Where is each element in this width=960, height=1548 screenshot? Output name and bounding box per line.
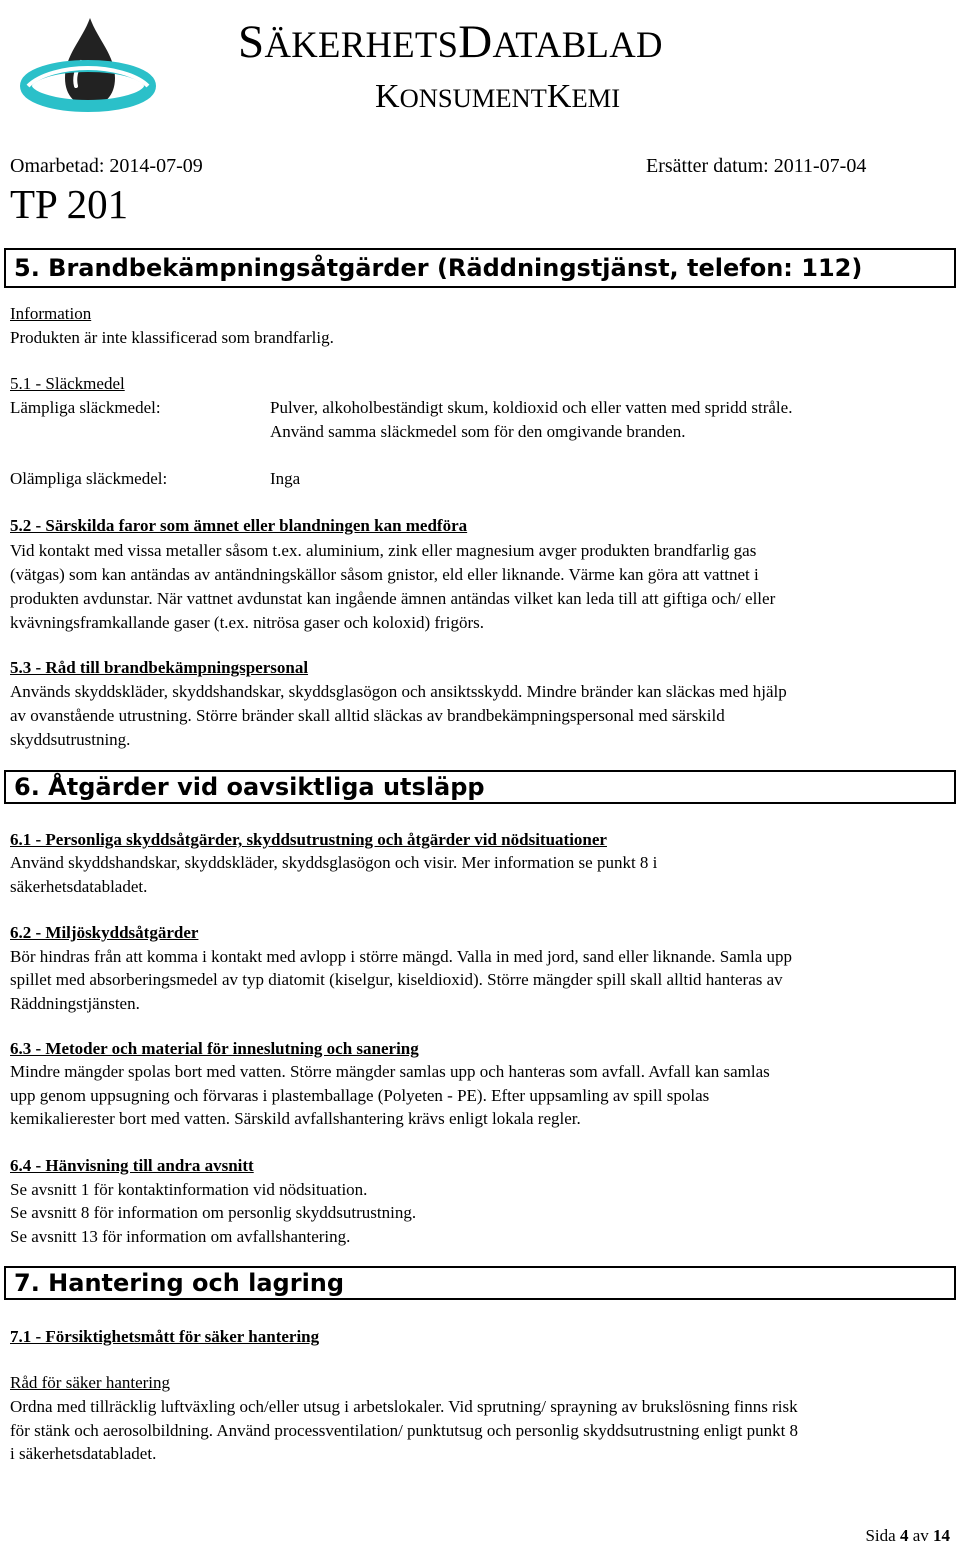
s62-line: Räddningstjänsten.: [10, 994, 140, 1013]
section-7-heading: 7. Hantering och lagring: [4, 1266, 956, 1300]
unsuitable-value: Inga: [270, 469, 301, 488]
suitable-label: Lämpliga släckmedel:: [10, 398, 161, 417]
s61-heading: 6.1 - Personliga skyddsåtgärder, skyddsutrustning och åtgärder vid nödsituationer: [10, 830, 607, 849]
s51-heading: 5.1 - Släckmedel: [10, 374, 125, 393]
advice-line: för stänk och aerosolbildning. Använd processventilation/ punktutsug och personlig skyddsutrustning enligt punkt 8: [10, 1421, 799, 1440]
revised-date: Omarbetad: 2014-07-09: [10, 155, 203, 177]
s52-line: kvävningsframkallande gaser (t.ex. nitrösa gaser och koloxid) frigörs.: [10, 613, 484, 632]
water-drop-icon: [10, 10, 160, 140]
s62-heading: 6.2 - Miljöskyddsåtgärder: [10, 923, 199, 942]
section-6-heading: 6. Åtgärder vid oavsiktliga utsläpp: [4, 770, 956, 804]
s63-line: Mindre mängder spolas bort med vatten. Större mängder samlas upp och hanteras som avfall. Avfall kan samlas: [10, 1062, 770, 1081]
info-text: Produkten är inte klassificerad som brandfarlig.: [10, 328, 334, 347]
document-title: SÄKERHETSDATABLAD: [238, 16, 663, 68]
section-5-heading: 5. Brandbekämpningsåtgärder (Räddningstjänst, telefon: 112): [4, 248, 956, 288]
s62-line: spillet med absorberingsmedel av typ diatomit (kiselgur, kiseldioxid). Större mängder spill skall alltid hanteras av: [10, 970, 783, 989]
s53-line: av ovanstående utrustning. Större bränder skall alltid släckas av brandbekämpningspersonal med särskild: [10, 706, 725, 725]
replaces-date: Ersätter datum: 2011-07-04: [646, 155, 867, 177]
s52-line: Vid kontakt med vissa metaller såsom t.ex. aluminium, zink eller magnesium avger produkten brandfarlig gas: [10, 541, 757, 560]
document-subtitle: KONSUMENTKEMI: [375, 78, 621, 115]
s71-heading: 7.1 - Försiktighetsmått för säker hantering: [10, 1327, 320, 1346]
s53-heading: 5.3 - Råd till brandbekämpningspersonal: [10, 658, 309, 677]
info-heading: Information: [10, 304, 92, 323]
advice-line: i säkerhetsdatabladet.: [10, 1444, 157, 1463]
s64-heading: 6.4 - Hänvisning till andra avsnitt: [10, 1156, 254, 1175]
s64-line: Se avsnitt 1 för kontaktinformation vid nödsituation.: [10, 1180, 368, 1199]
s61-line: säkerhetsdatabladet.: [10, 877, 148, 896]
s63-line: upp genom uppsugning och förvaras i plastemballage (Polyeten - PE). Efter uppsamling av spill spolas: [10, 1086, 710, 1105]
advice-line: Ordna med tillräcklig luftväxling och/eller utsug i arbetslokaler. Vid sprutning/ sprayning av brukslösning finns risk: [10, 1397, 798, 1416]
advice-heading: Råd för säker hantering: [10, 1373, 171, 1392]
s52-line: produkten avdunstar. När vattnet avdunstat kan ingående ämnen antändas vilket kan leda till att giftiga och/ eller: [10, 589, 776, 608]
s52-heading: 5.2 - Särskilda faror som ämnet eller blandningen kan medföra: [10, 516, 468, 535]
s61-line: Använd skyddshandskar, skyddskläder, skyddsglasögon och visir. Mer information se punkt 8 i: [10, 853, 658, 872]
unsuitable-label: Olämpliga släckmedel:: [10, 469, 168, 488]
s63-line: kemikalierester bort med vatten. Särskild avfallshantering krävs enligt lokala regler.: [10, 1109, 581, 1128]
s64-line: Se avsnitt 13 för information om avfallshantering.: [10, 1227, 351, 1246]
suitable-line: Använd samma släckmedel som för den omgivande branden.: [270, 422, 686, 441]
s53-line: Används skyddskläder, skyddshandskar, skyddsglasögon och ansiktsskydd. Mindre bränder kan släckas med hjälp: [10, 682, 787, 701]
s63-heading: 6.3 - Metoder och material för inneslutning och sanering: [10, 1039, 419, 1058]
suitable-line: Pulver, alkoholbeständigt skum, koldioxid och eller vatten med spridd stråle.: [270, 398, 793, 417]
s62-line: Bör hindras från att komma i kontakt med avlopp i större mängd. Valla in med jord, sand eller liknande. Samla upp: [10, 947, 792, 966]
company-logo: [10, 10, 160, 140]
s64-line: Se avsnitt 8 för information om personlig skyddsutrustning.: [10, 1203, 417, 1222]
page-number: Sida 4 av 14: [865, 1526, 950, 1545]
s52-line: (vätgas) som kan antändas av antändningskällor såsom gnistor, eld eller liknande. Värme kan göra att vattnet i: [10, 565, 759, 584]
s53-line: skyddsutrustning.: [10, 730, 131, 749]
product-name: TP 201: [10, 181, 129, 227]
